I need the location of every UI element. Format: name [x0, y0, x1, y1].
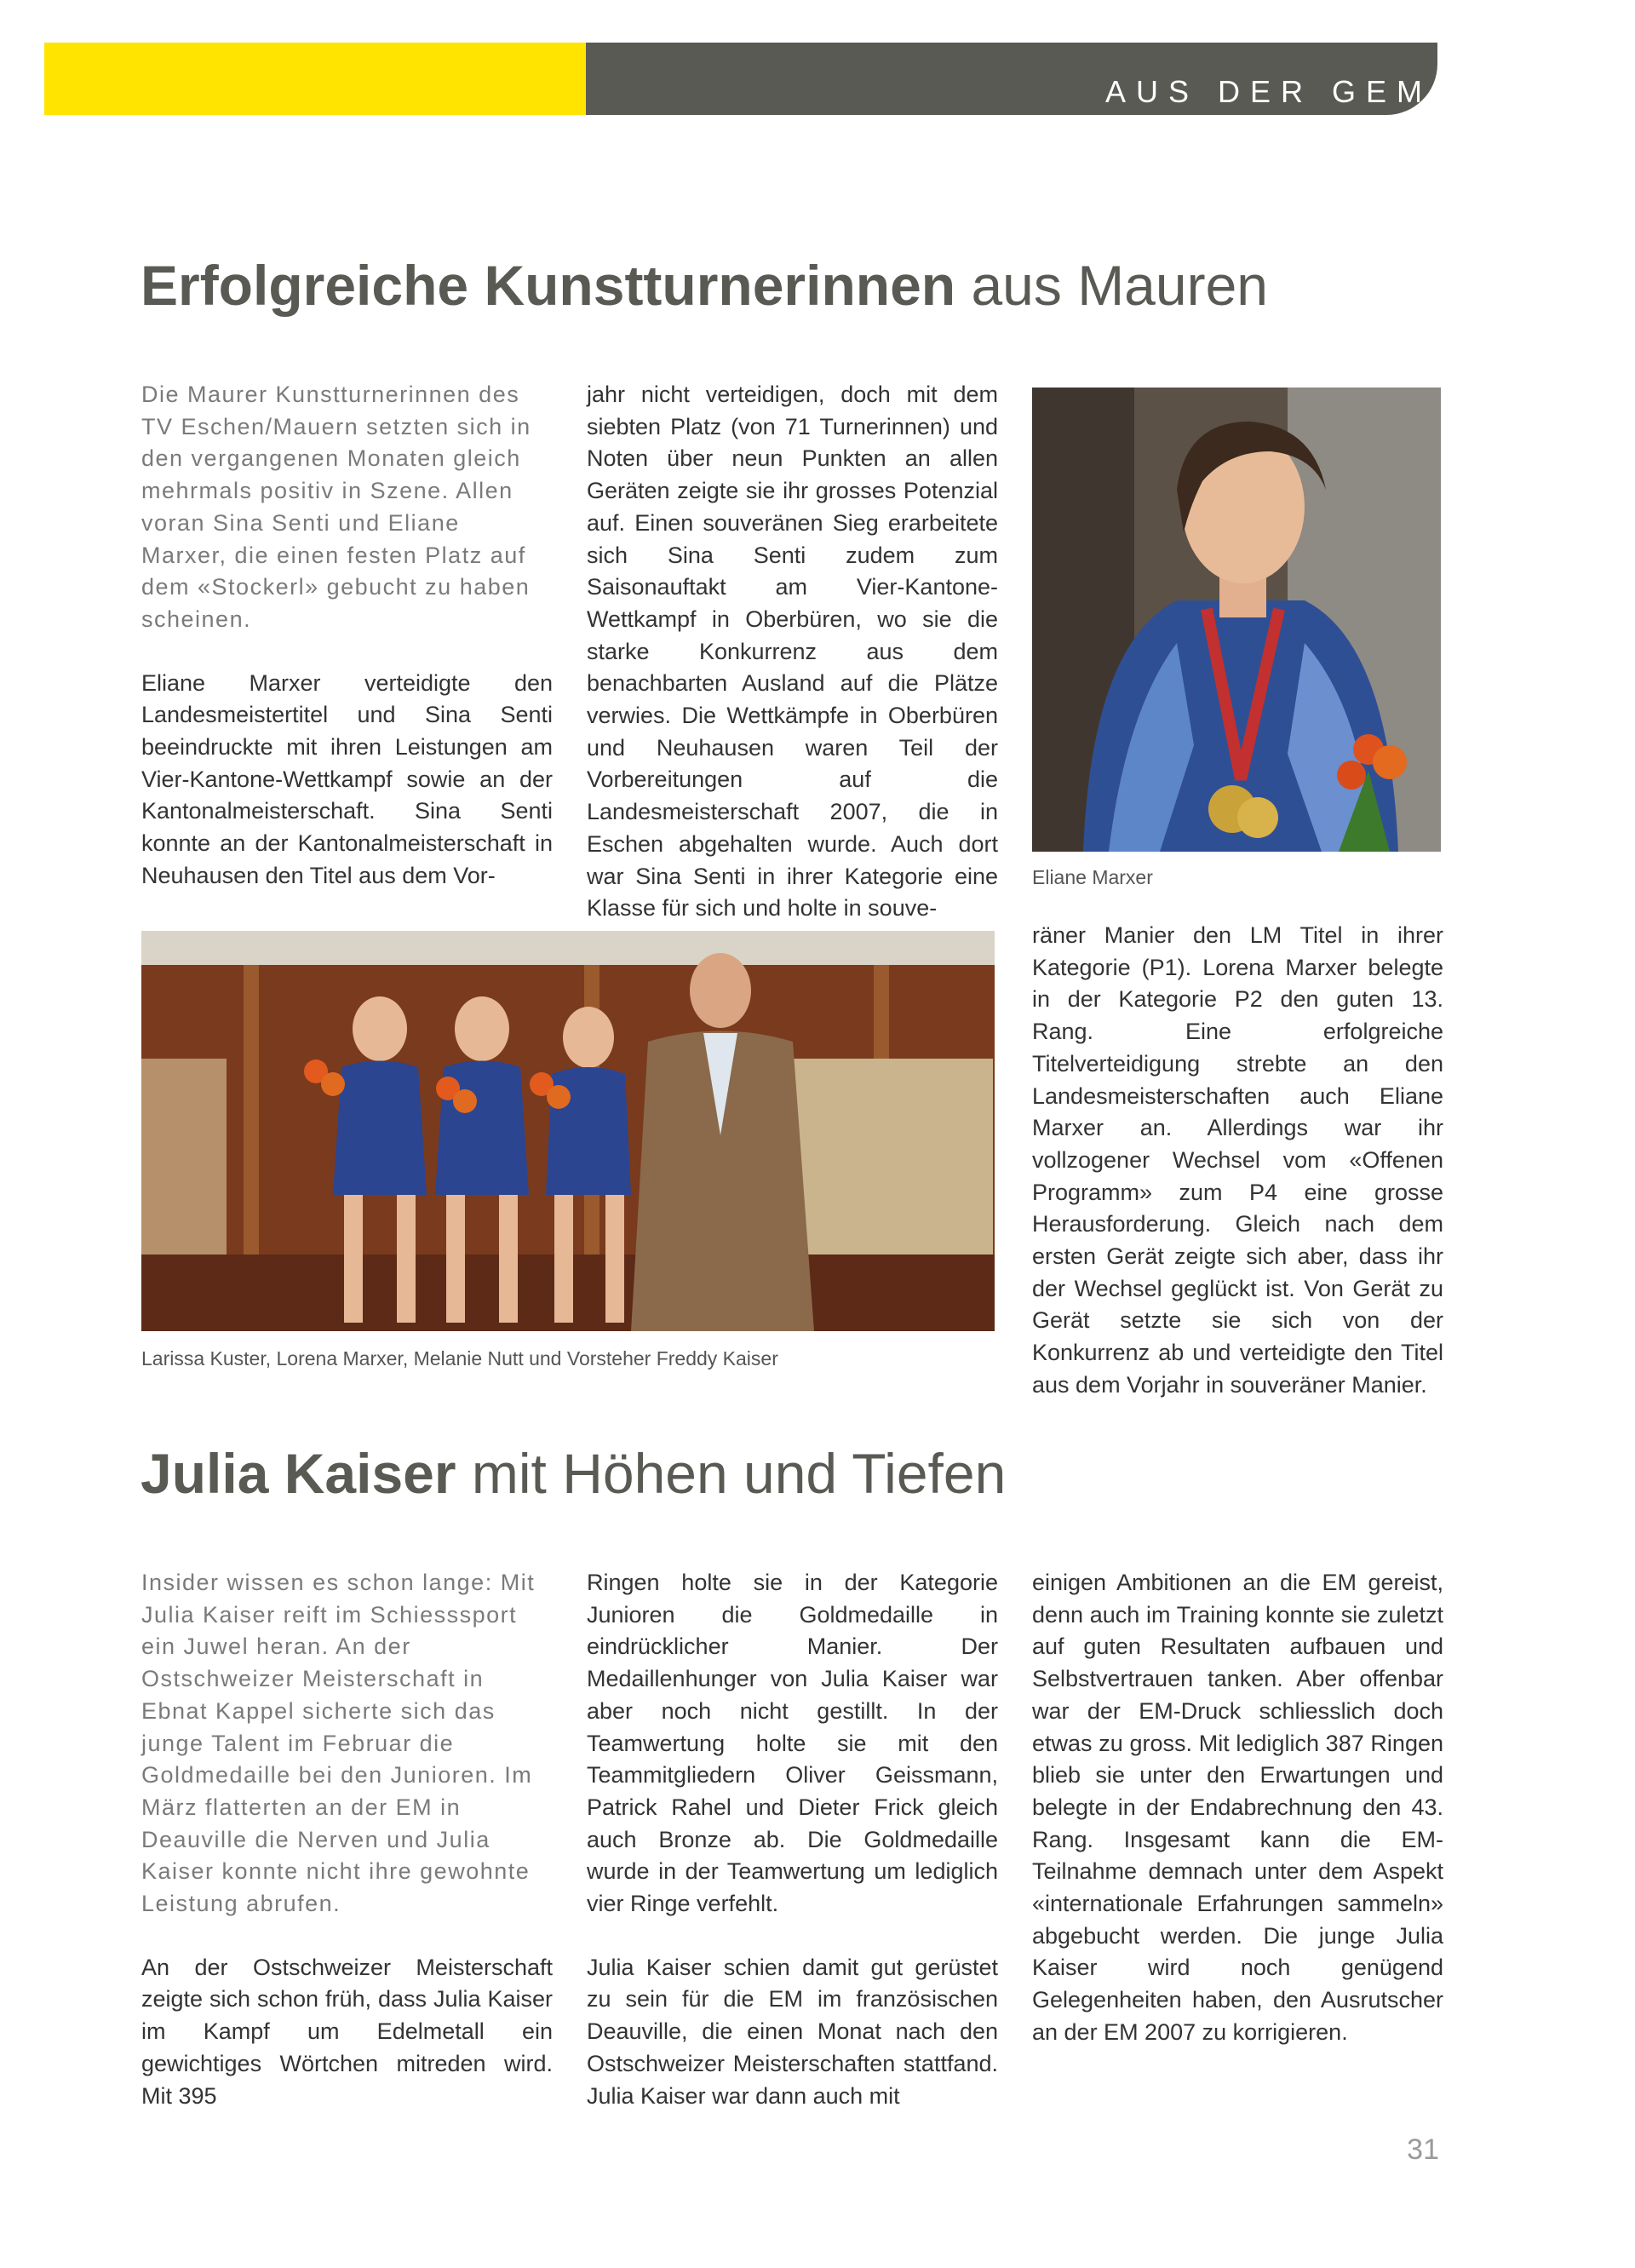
article-title-julia-kaiser — [141, 1439, 1006, 1507]
photo-eliane-marxer — [1032, 388, 1441, 852]
article1-lead: Die Maurer Kunstturnerinnen des TV Eschen/Mauern setzten sich in den vergangenen Monaten gleich mehrmals positiv in Szene. Allen voran Sina Senti und Eliane Marxer, die einen festen Platz auf dem «Stockerl» gebucht zu haben scheinen. — [141, 382, 531, 632]
photo-caption-eliane: Eliane Marxer — [1032, 866, 1153, 888]
article1-column-2 — [587, 379, 998, 925]
article2-body-3: einigen Ambitionen an die EM gereist, denn auch im Training konnte sie zuletzt auf guten Resultaten aufbauen und Selbstvertrauen tanken. Aber offenbar war der EM-Druck schliesslich doch etwas zu gross. Mit lediglich 387 Ringen blieb sie unter den Erwartungen und belegte in der Endabrechnung den 43. Rang. Insgesamt kann die EM-Teilnahme demnach unter dem Aspekt «internationale Erfahrungen sammeln» abgebucht werden. Die junge Julia Kaiser wird noch genügend Gelegenheiten haben, den Ausrutscher an der EM 2007 zu korrigieren. — [1032, 1570, 1443, 2045]
article2-body-2a: Ringen holte sie in der Kategorie Junioren die Goldmedaille in eindrücklicher Manier. Der Medaillenhunger von Julia Kaiser war aber noch nicht gestillt. In der Teamwertung holte sie mit den Teammitgliedern Oliver Geissmann, Patrick Rahel und Dieter Frick gleich auch Bronze ab. Die Goldmedaille wurde in der Teamwertung um lediglich vier Ringe verfehlt. — [587, 1570, 998, 1917]
photo-caption-group: Larissa Kuster, Lorena Marxer, Melanie Nutt und Vorsteher Freddy Kaiser — [141, 1347, 778, 1369]
article2-lead: Insider wissen es schon lange: Mit Julia Kaiser reift im Schiesssport ein Juwel heran. An der Ostschweizer Meisterschaft in Ebnat Kappel sicherte sich das junge Talent im Februar die Goldmedaille bei den Junioren. Im März flatterten an der EM in Deauville die Nerven und Julia Kaiser konnte nicht ihre gewohnte Leistung abrufen. — [141, 1570, 536, 1917]
title-light: aus Mauren — [955, 254, 1268, 317]
article-title-kunstturnerinnen — [141, 251, 1268, 319]
photo-group-gymnasts — [141, 931, 995, 1331]
article1-body-2: jahr nicht verteidigen, doch mit dem siebten Platz (von 71 Turnerinnen) und Noten über neun Punkten an allen Geräten zeigte sie ihr grosses Potenzial auf. Einen souveränen Sieg erarbeitete sich Sina Senti zudem zum Saisonauftakt am Vier-Kantone-Wettkampf in Oberbüren, wo sie die starke Konkurrenz aus dem benachbarten Ausland auf die Plätze verwies. Die Wettkämpfe in Oberbüren und Neuhausen waren Teil der Vorbereitungen auf die Landesmeisterschaft 2007, die in Eschen abgehalten wurde. Auch dort war Sina Senti in ihrer Kategorie eine Klasse für sich und holte in souve- — [587, 382, 998, 922]
article1-column-1 — [141, 379, 553, 893]
article2-column-3 — [1032, 1567, 1443, 2049]
header-accent-bar — [44, 43, 586, 115]
page-number: 31 — [1407, 2133, 1439, 2166]
group-photo-illustration — [141, 931, 995, 1331]
title-bold: Julia Kaiser — [141, 1442, 456, 1505]
article1-column-3 — [1032, 920, 1443, 1402]
article2-column-2 — [587, 1567, 998, 2112]
article2-body-1: An der Ostschweizer Meisterschaft zeigte sich schon früh, dass Julia Kaiser im Kampf um Edelmetall ein gewichtiges Wörtchen mitreden wird. Mit 395 — [141, 1954, 553, 2109]
article2-column-1 — [141, 1567, 553, 2112]
section-label: AUS DER GEMEINDE — [1104, 74, 1577, 109]
portrait-illustration — [1032, 388, 1441, 852]
title-light: mit Höhen und Tiefen — [456, 1442, 1007, 1505]
article1-body-1: Eliane Marxer verteidigte den Landesmeistertitel und Sina Senti beeindruckte mit ihren Leistungen am Vier-Kantone-Wettkampf sowie an der Kantonalmeisterschaft. Sina Senti konnte an der Kantonalmeisterschaft in Neuhausen den Titel aus dem Vor- — [141, 669, 553, 888]
title-bold: Erfolgreiche Kunstturnerinnen — [141, 254, 956, 317]
article1-body-3: räner Manier den LM Titel in ihrer Kategorie (P1). Lorena Marxer belegte in der Kategorie P2 den guten 13. Rang. Eine erfolgreiche Titelverteidigung strebte an den Landesmeisterschaften auch Eliane Marxer an. Allerdings war ihr vollzogener Wechsel vom «Offenen Programm» zum P4 eine grosse Herausforderung. Gleich nach dem ersten Gerät zeigte sich aber, dass ihr der Wechsel geglückt ist. Von Gerät zu Gerät setzte sie sich von der Konkurrenz ab und verteidigte den Titel aus dem Vorjahr in souveräner Manier. — [1032, 922, 1443, 1398]
article2-body-2b: Julia Kaiser schien damit gut gerüstet zu sein für die EM im französischen Deauville, die einen Monat nach den Ostschweizer Meisterschaften stattfand. Julia Kaiser war dann auch mit — [587, 1954, 998, 2109]
